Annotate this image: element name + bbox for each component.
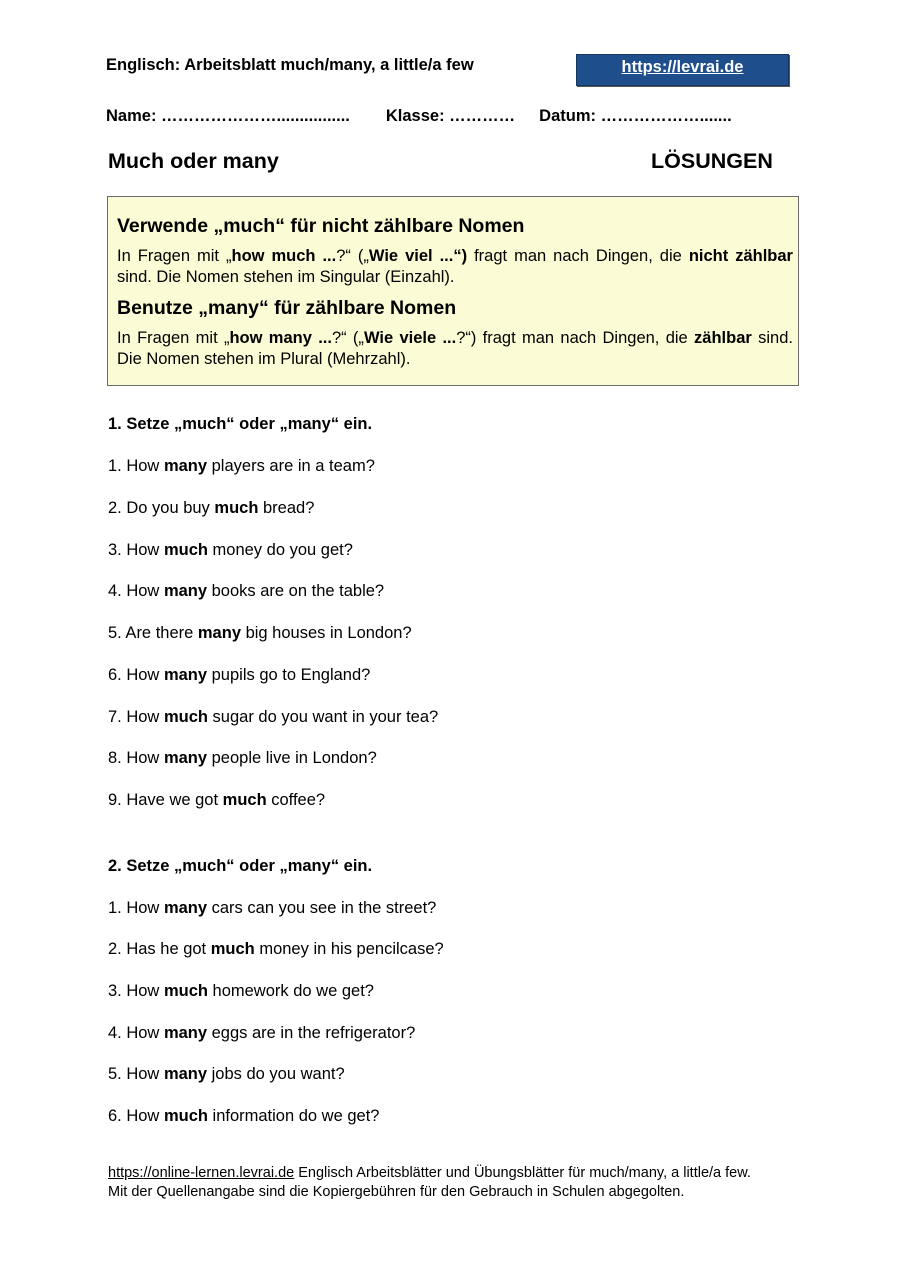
exercise2-item: 6. How much information do we get? (108, 1107, 380, 1125)
footer (108, 1164, 751, 1201)
exercise2-item: 2. Has he got much money in his pencilcase? (108, 940, 444, 958)
exercise2-item: 3. How much homework do we get? (108, 982, 374, 1000)
site-link[interactable]: https://levrai.de (621, 58, 744, 76)
name-field: Name: …………………................ (106, 107, 350, 125)
exercise1-item: 9. Have we got much coffee? (108, 791, 326, 809)
rule-box (107, 196, 799, 386)
exercise2-item: 1. How many cars can you see in the street? (108, 899, 437, 917)
site-link-box[interactable] (576, 54, 789, 86)
student-fields (106, 107, 732, 126)
exercise1-item: 3. How much money do you get? (108, 541, 353, 559)
exercise1-item: 1. How many players are in a team? (108, 457, 375, 475)
exercise1-item: 7. How much sugar do you want in your tea? (108, 708, 439, 726)
worksheet-title: Englisch: Arbeitsblatt much/many, a little/a few (106, 56, 474, 74)
much-rule-heading: Verwende „much“ für nicht zählbare Nomen (117, 215, 525, 237)
footer-link[interactable]: https://online-lernen.levrai.de (108, 1165, 295, 1181)
exercise2-item: 5. How many jobs do you want? (108, 1065, 345, 1083)
exercise1-item: 6. How many pupils go to England? (108, 666, 371, 684)
exercise2-item: 4. How many eggs are in the refrigerator? (108, 1024, 416, 1042)
exercise1-item: 5. Are there many big houses in London? (108, 624, 412, 642)
exercise1-heading: 1. Setze „much“ oder „many“ ein. (108, 415, 373, 433)
exercise1-item: 8. How many people live in London? (108, 749, 377, 767)
exercise1-item: 2. Do you buy much bread? (108, 499, 315, 517)
datum-field: Datum: ………………....... (539, 107, 732, 125)
exercise1-item: 4. How many books are on the table? (108, 582, 385, 600)
footer-line-2: Mit der Quellenangabe sind die Kopiergebühren für den Gebrauch in Schulen abgegolten. (108, 1183, 685, 1200)
footer-line-1: https://online-lernen.levrai.de Englisch Arbeitsblätter und Übungsblätter für much/many, a little/a few. (108, 1165, 751, 1181)
exercise2-heading: 2. Setze „much“ oder „many“ ein. (108, 857, 373, 875)
much-rule-text: In Fragen mit „how much ...?“ („Wie viel ...“) fragt man nach Dingen, die nicht zählbar sind. Die Nomen stehen im Singular (Einzahl). (117, 247, 793, 286)
solutions-label: LÖSUNGEN (651, 149, 773, 173)
many-rule-heading: Benutze „many“ für zählbare Nomen (117, 297, 457, 319)
many-rule-text: In Fragen mit „how many ...?“ („Wie viele ...?“) fragt man nach Dingen, die zählbar sind. Die Nomen stehen im Plural (Mehrzahl). (117, 329, 793, 368)
klasse-field: Klasse: ………… (385, 107, 516, 125)
page-title: Much oder many (108, 149, 279, 173)
